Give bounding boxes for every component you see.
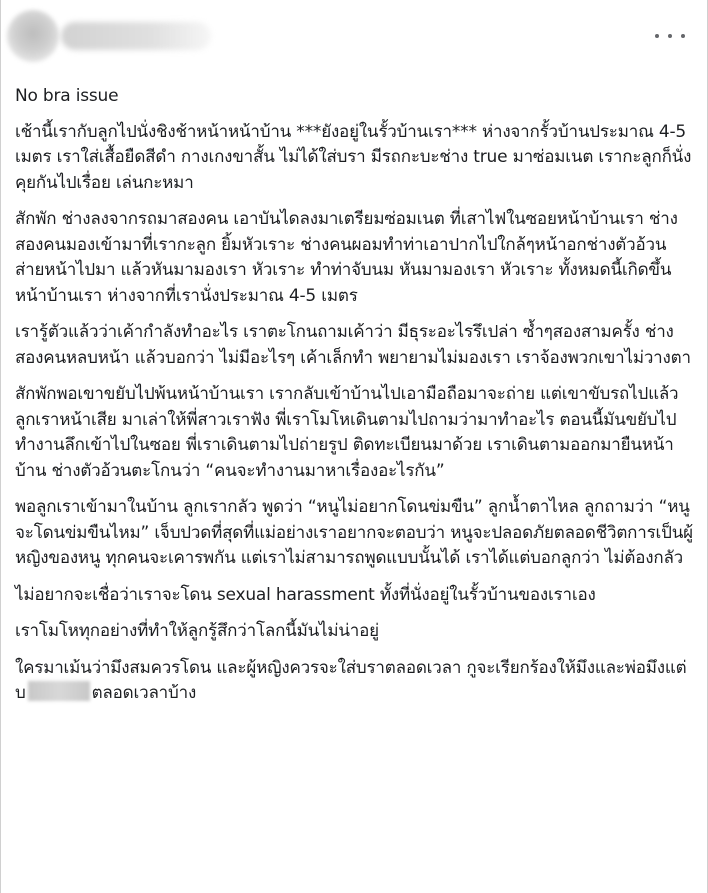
- blurred-author-name[interactable]: [61, 22, 211, 50]
- last-paragraph-end: ตลอดเวลาบ้าง: [91, 683, 197, 703]
- more-dot: [668, 34, 672, 38]
- more-options-button[interactable]: [655, 28, 685, 44]
- post-paragraph-4: สักพักพอเขาขยับไปพ้นหน้าบ้านเรา เรากลับเข้าบ้านไปเอามือถือมาจะถ่าย แต่เขาขับรถไปแล้ว ลูกเราหน้าเสีย มาเล่าให้พี่สาวเราฟัง พี่เราโมโหเดินตามไปถามว่ามาทำอะไร ตอนนี้มันขยับไปทำงานลึกเข้าไปในซอย พี่เราเดินตามไปถ่ายรูป ติดทะเบียนมาด้วย เราเดินตามออกมายืนหน้าบ้าน ช่างตัวอ้วนตะโกนว่า “คนจะทำงานมาหาเรื่องอะไรกัน”: [15, 384, 684, 481]
- post-paragraph-8: [15, 656, 695, 707]
- post-paragraph-5: พอลูกเราเข้ามาในบ้าน ลูกเรากลัว พูดว่า “หนูไม่อยากโดนข่มขืน” ลูกน้ำตาไหล ลูกถามว่า “หนูจะโดนข่มขืนไหม” เจ็บปวดที่สุดที่แม่อย่างเราอยากจะตอบว่า หนูจะปลอดภัยตลอดชีวิตการเป็นผู้หญิงของหนู ทุกคนจะเคารพกัน แต่เราไม่สามารถพูดแบบนั้นได้ เราได้แต่บอกลูกว่า ไม่ต้องกลัว: [15, 497, 693, 568]
- post-paragraph-3: เรารู้ตัวแล้วว่าเค้ากำลังทำอะไร เราตะโกนถามเค้าว่า มีธุระอะไรรึเปล่า ซ้ำๆสองสามครั้ง ช่างสองคนหลบหน้า แล้วบอกว่า ไม่มีอะไรๆ เค้าเล็กทำ พยายามไม่มองเรา เราจ้องพวกเขาไม่วางตา: [15, 322, 691, 368]
- more-dot: [681, 34, 685, 38]
- post-paragraph-2: สักพัก ช่างลงจากรถมาสองคน เอาบันไดลงมาเตรียมซ่อมเนต ที่เสาไฟในซอยหน้าบ้านเรา ช่างสองคนมองเข้ามาที่เรากะลูก ยิ้มหัวเราะ ช่างคนผอมทำท่าเอาปากไปใกล้ๆหน้าอกช่างตัวอ้วน ส่ายหน้าไปมา แล้วหันมามองเรา หัวเราะ ทำท่าจับนม หันมามองเรา หัวเราะ ทั้งหมดนี้เกิดขึ้นหน้าบ้านเรา ห่างจากที่เรานั่งประมาณ 4-5 เมตร: [15, 209, 678, 306]
- post-header: [1, 0, 707, 72]
- post-paragraph-6: ไม่อยากจะเชื่อว่าเราจะโดน sexual harassment ทั้งที่นั่งอยู่ในรั้วบ้านของเราเอง: [15, 584, 596, 605]
- last-paragraph-start: ใครมาเม้นว่ามึงสมควรโดน และผู้หญิงควรจะใส่บราตลอดเวลา กูจะเรียกร้องให้มึงและพ่อมึงแต่บ: [15, 657, 687, 703]
- blurred-avatar[interactable]: [7, 10, 59, 62]
- post-paragraph-1: เช้านี้เรากับลูกไปนั่งชิงช้าหน้าหน้าบ้าน ***ยังอยู่ในรั้วบ้านเรา*** ห่างจากรั้วบ้านประมาณ 4-5 เมตร เราใส่เสื้อยืดสีดำ กางเกงขาสั้น ไม่ได้ใส่บรา มีรถกะบะช่าง true มาซ่อมเนต เรากะลูกก็นั่งคุยกันไปเรื่อย เล่นกะหมา: [15, 121, 692, 193]
- post-body: [15, 84, 695, 718]
- post-paragraph-7: เราโมโหทุกอย่างที่ทำให้ลูกรู้สึกว่าโลกนี้มันไม่น่าอยู่: [15, 621, 379, 641]
- redacted-word: [28, 681, 90, 701]
- post-title: No bra issue: [15, 86, 119, 106]
- more-horizontal-icon: [655, 34, 659, 38]
